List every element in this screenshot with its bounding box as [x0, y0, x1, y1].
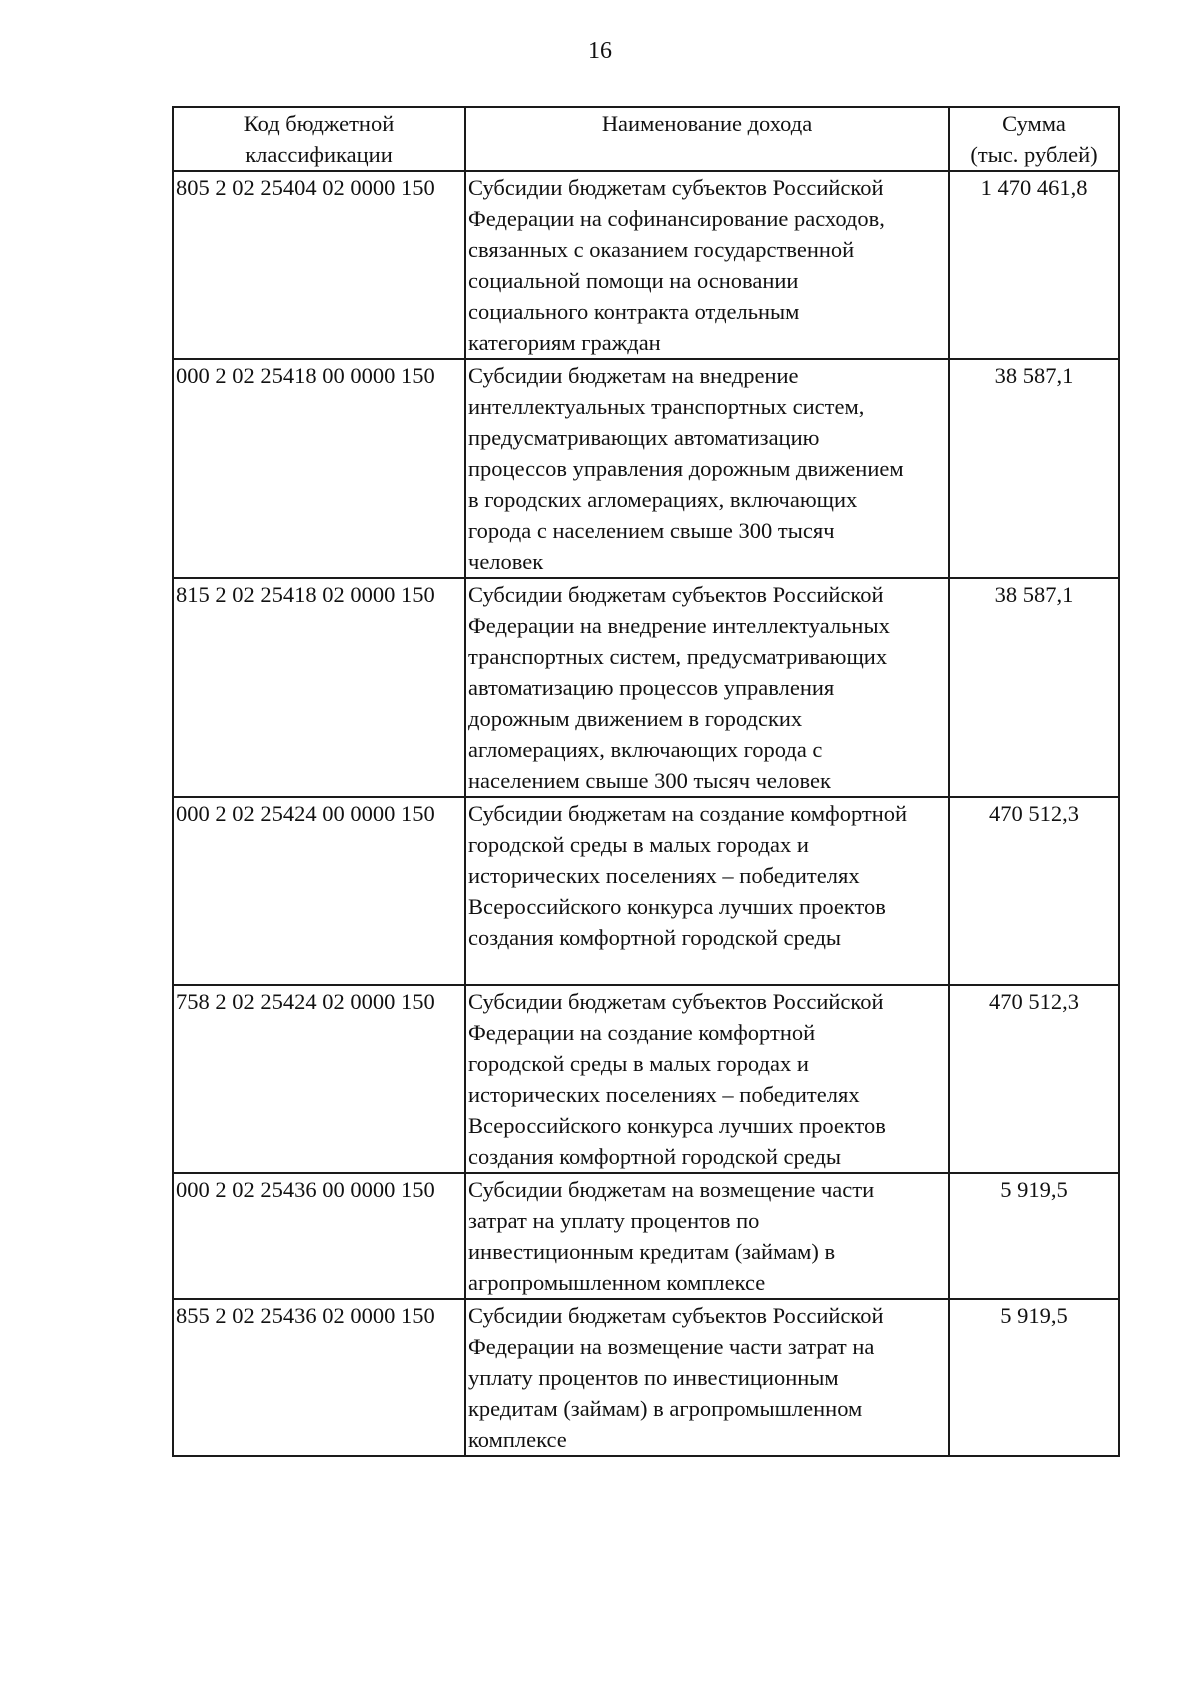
revenue-name-line: городской среды в малых городах и [468, 1051, 809, 1076]
budget-code-cell: 000 2 02 25424 00 0000 150 [173, 797, 465, 985]
revenue-name-line: транспортных систем, предусматривающих [468, 644, 888, 669]
revenue-name-line: дорожным движением в городских [468, 706, 803, 731]
sum-cell: 1 470 461,8 [949, 171, 1119, 359]
revenue-name-line: Федерации на возмещение части затрат на [468, 1334, 875, 1359]
header-sum-line: Сумма [1002, 111, 1066, 136]
revenue-name-line: предусматривающих автоматизацию [468, 425, 820, 450]
revenue-name-line: уплату процентов по инвестиционным [468, 1365, 839, 1390]
revenue-name-line: социального контракта отдельным [468, 299, 800, 324]
revenue-name-line: Субсидии бюджетам субъектов Российской [468, 175, 884, 200]
table-row [173, 359, 1119, 578]
table-row [173, 578, 1119, 797]
revenue-name-line: агропромышленном комплексе [468, 1270, 766, 1295]
revenue-name-line: связанных с оказанием государственной [468, 237, 855, 262]
budget-code-cell: 805 2 02 25404 02 0000 150 [173, 171, 465, 359]
table-header-row [173, 107, 1119, 171]
revenue-name-line: исторических поселениях – победителях [468, 863, 860, 888]
revenue-name-line: автоматизацию процессов управления [468, 675, 835, 700]
table-row [173, 171, 1119, 359]
revenue-name-line: человек [468, 549, 544, 574]
budget-code-cell: 000 2 02 25418 00 0000 150 [173, 359, 465, 578]
revenue-name-cell [465, 797, 949, 985]
sum-cell: 470 512,3 [949, 985, 1119, 1173]
revenue-name-line [468, 953, 946, 984]
revenue-name-line: Федерации на софинансирование расходов, [468, 206, 885, 231]
revenue-name-line: агломерациях, включающих города с [468, 737, 823, 762]
revenue-table [172, 106, 1120, 1457]
revenue-name-line: создания комфортной городской среды [468, 925, 842, 950]
revenue-name-line: в городских агломерациях, включающих [468, 487, 858, 512]
revenue-name-cell [465, 1299, 949, 1456]
revenue-name-line: затрат на уплату процентов по [468, 1208, 760, 1233]
page-number: 16 [588, 38, 612, 64]
revenue-name-line: Субсидии бюджетам субъектов Российской [468, 989, 884, 1014]
revenue-name-line: кредитам (займам) в агропромышленном [468, 1396, 863, 1421]
revenue-name-line: города с населением свыше 300 тысяч [468, 518, 835, 543]
revenue-name-line: Всероссийского конкурса лучших проектов [468, 894, 886, 919]
revenue-name-line: Субсидии бюджетам на возмещение части [468, 1177, 875, 1202]
sum-cell: 470 512,3 [949, 797, 1119, 985]
budget-code-cell: 758 2 02 25424 02 0000 150 [173, 985, 465, 1173]
revenue-name-line: Субсидии бюджетам на внедрение [468, 363, 799, 388]
header-code-line: Код бюджетной [243, 111, 395, 136]
sum-cell: 38 587,1 [949, 359, 1119, 578]
revenue-name-line: процессов управления дорожным движением [468, 456, 904, 481]
revenue-name-line: категориям граждан [468, 330, 661, 355]
revenue-name-line: населением свыше 300 тысяч человек [468, 768, 831, 793]
revenue-name-line: создания комфортной городской среды [468, 1144, 842, 1169]
sum-cell: 38 587,1 [949, 578, 1119, 797]
revenue-name-cell [465, 359, 949, 578]
revenue-name-line: Всероссийского конкурса лучших проектов [468, 1113, 886, 1138]
budget-code-cell: 815 2 02 25418 02 0000 150 [173, 578, 465, 797]
budget-code-cell: 855 2 02 25436 02 0000 150 [173, 1299, 465, 1456]
header-name-line: Наименование дохода [601, 111, 813, 136]
revenue-name-line: инвестиционным кредитам (займам) в [468, 1239, 836, 1264]
header-name [465, 107, 949, 171]
table-row [173, 985, 1119, 1173]
revenue-name-line: Федерации на создание комфортной [468, 1020, 816, 1045]
sum-cell: 5 919,5 [949, 1299, 1119, 1456]
table-row [173, 1173, 1119, 1299]
revenue-name-cell [465, 578, 949, 797]
header-code-line: классификации [245, 142, 393, 167]
header-sum [949, 107, 1119, 171]
revenue-name-line: исторических поселениях – победителях [468, 1082, 860, 1107]
revenue-name-line: Субсидии бюджетам субъектов Российской [468, 582, 884, 607]
revenue-name-line: Субсидии бюджетам субъектов Российской [468, 1303, 884, 1328]
revenue-name-line: социальной помощи на основании [468, 268, 799, 293]
sum-cell: 5 919,5 [949, 1173, 1119, 1299]
header-sum-line: (тыс. рублей) [970, 142, 1098, 167]
revenue-name-line: городской среды в малых городах и [468, 832, 809, 857]
revenue-name-cell [465, 985, 949, 1173]
revenue-name-line: интеллектуальных транспортных систем, [468, 394, 865, 419]
revenue-name-line: Федерации на внедрение интеллектуальных [468, 613, 890, 638]
table-row [173, 1299, 1119, 1456]
revenue-name-line: Субсидии бюджетам на создание комфортной [468, 801, 908, 826]
revenue-name-cell [465, 1173, 949, 1299]
revenue-name-line: комплексе [468, 1427, 567, 1452]
revenue-name-cell [465, 171, 949, 359]
header-code [173, 107, 465, 171]
table-row [173, 797, 1119, 985]
budget-code-cell: 000 2 02 25436 00 0000 150 [173, 1173, 465, 1299]
